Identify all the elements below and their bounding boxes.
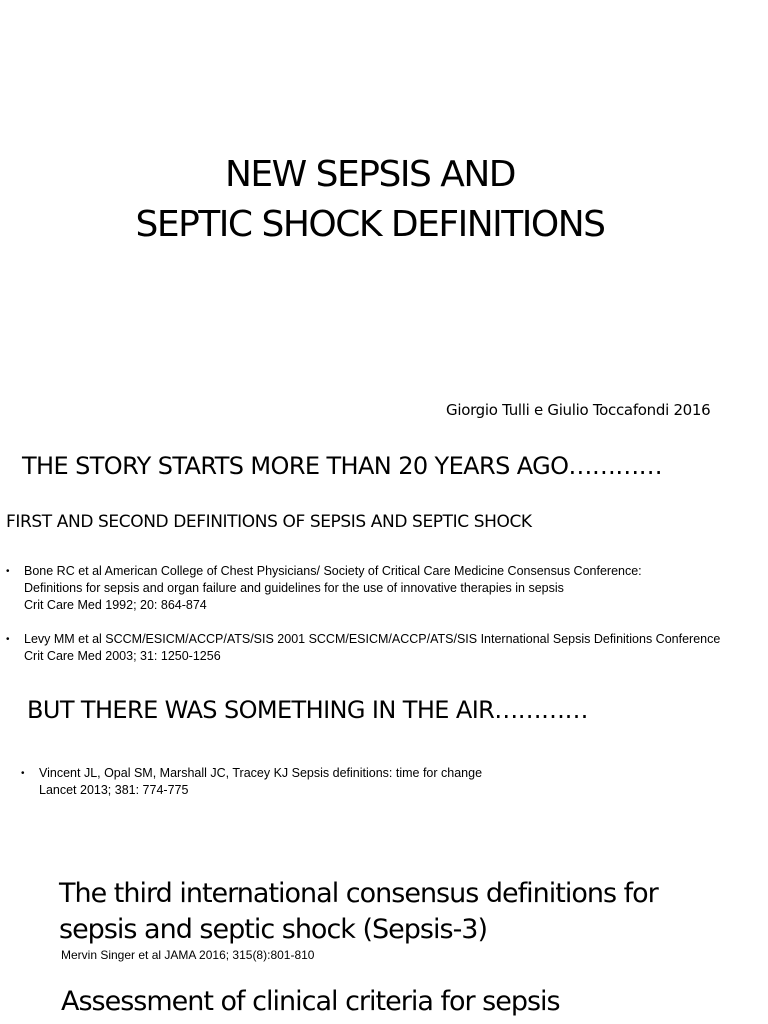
definitions-heading: FIRST AND SECOND DEFINITIONS OF SEPSIS AND SEPTIC SHOCK	[6, 512, 532, 532]
sepsis3-heading	[59, 876, 658, 948]
assessment-heading: Assessment of clinical criteria for sepsis	[61, 986, 560, 1017]
sepsis3-line-2: sepsis and septic shock (Sepsis-3)	[59, 914, 488, 945]
sepsis3-citation: Mervin Singer et al JAMA 2016; 315(8):801-810	[61, 948, 315, 962]
reference-vincent	[21, 765, 721, 801]
title-line-1: NEW SEPSIS AND	[224, 154, 516, 195]
page-title	[0, 150, 740, 250]
bullet: •	[6, 634, 10, 645]
bullet: •	[6, 566, 10, 577]
reference-bone	[6, 563, 746, 615]
reference-line: Vincent JL, Opal SM, Marshall JC, Tracey KJ Sepsis definitions: time for change	[39, 766, 483, 780]
reference-levy	[6, 631, 746, 667]
reference-line: Bone RC et al American College of Chest Physicians/ Society of Critical Care Medicine Consensus Conference:	[24, 564, 642, 578]
reference-line: Lancet 2013; 381: 774-775	[39, 783, 189, 797]
bullet: •	[21, 768, 25, 779]
reference-line: Definitions for sepsis and organ failure and guidelines for the use of innovative therapies in sepsis	[24, 581, 564, 595]
title-line-2: SEPTIC SHOCK DEFINITIONS	[135, 204, 605, 245]
reference-line: Levy MM et al SCCM/ESICM/ACCP/ATS/SIS 2001 SCCM/ESICM/ACCP/ATS/SIS International Sepsis Definitions Conference	[24, 632, 721, 646]
author-line: Giorgio Tulli e Giulio Toccafondi 2016	[446, 401, 711, 419]
story-heading: THE STORY STARTS MORE THAN 20 YEARS AGO…………	[22, 452, 663, 480]
reference-line: Crit Care Med 1992; 20: 864-874	[24, 598, 207, 612]
reference-line: Crit Care Med 2003; 31: 1250-1256	[24, 649, 221, 663]
air-heading: BUT THERE WAS SOMETHING IN THE AIR…………	[27, 696, 588, 724]
sepsis3-line-1: The third international consensus definitions for	[59, 878, 658, 909]
